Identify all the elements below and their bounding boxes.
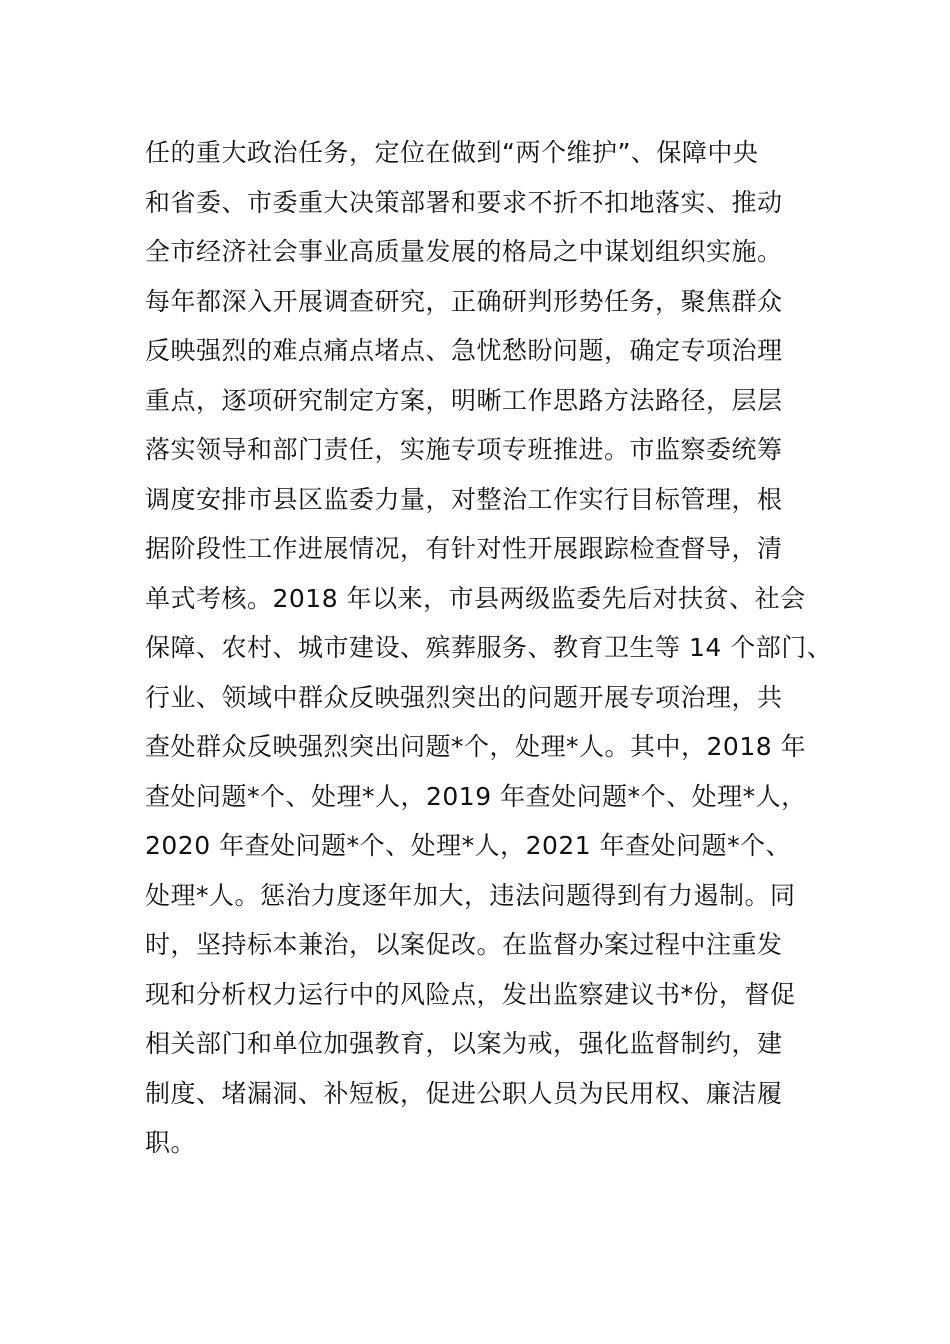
text-line: 调度安排市县区监委力量，对整治工作实行目标管理，根	[145, 484, 783, 514]
text-line: 反映强烈的难点痛点堵点、急忧愁盼问题，确定专项治理	[145, 336, 783, 365]
text-line: 职。	[145, 1128, 197, 1157]
text-line: 重点，逐项研究制定方案，明晰工作思路方法路径，层层	[145, 385, 783, 415]
text-line: 和省委、市委重大决策部署和要求不折不扣地落实、推动	[145, 187, 783, 217]
text-line: 单式考核。2018 年以来，市县两级监委先后对扶贫、社会	[145, 583, 806, 613]
text-line: 全市经济社会事业高质量发展的格局之中谋划组织实施。	[145, 237, 783, 266]
text-line: 2020 年查处问题*个、处理*人，2021 年查处问题*个、	[145, 831, 792, 860]
text-line: 查处问题*个、处理*人，2019 年查处问题*个、处理*人，	[145, 781, 807, 811]
text-line: 每年都深入开展调查研究，正确研判形势任务，聚焦群众	[145, 286, 783, 316]
text-line: 查处群众反映强烈突出问题*个，处理*人。其中，2018 年	[145, 732, 807, 761]
text-line: 处理*人。惩治力度逐年加大，违法问题得到有力遏制。同	[145, 880, 796, 910]
text-line: 落实领导和部门责任，实施专项专班推进。市监察委统筹	[145, 435, 783, 464]
body-paragraph	[145, 128, 845, 1168]
text-line: 相关部门和单位加强教育，以案为戒，强化监督制约，建	[145, 1029, 783, 1058]
text-line: 现和分析权力运行中的风险点，发出监察建议书*份，督促	[145, 979, 796, 1009]
text-line: 时，坚持标本兼治，以案促改。在监督办案过程中注重发	[145, 930, 783, 959]
text-line: 行业、领域中群众反映强烈突出的问题开展专项治理，共	[145, 682, 783, 712]
text-line: 据阶段性工作进展情况，有针对性开展跟踪检查督导，清	[145, 534, 783, 563]
text-line: 制度、堵漏洞、补短板，促进公职人员为民用权、廉洁履	[145, 1078, 783, 1108]
text-line: 保障、农村、城市建设、殡葬服务、教育卫生等 14 个部门、	[145, 633, 833, 662]
text-line: 任的重大政治任务，定位在做到“两个维护”、保障中央	[145, 138, 759, 167]
